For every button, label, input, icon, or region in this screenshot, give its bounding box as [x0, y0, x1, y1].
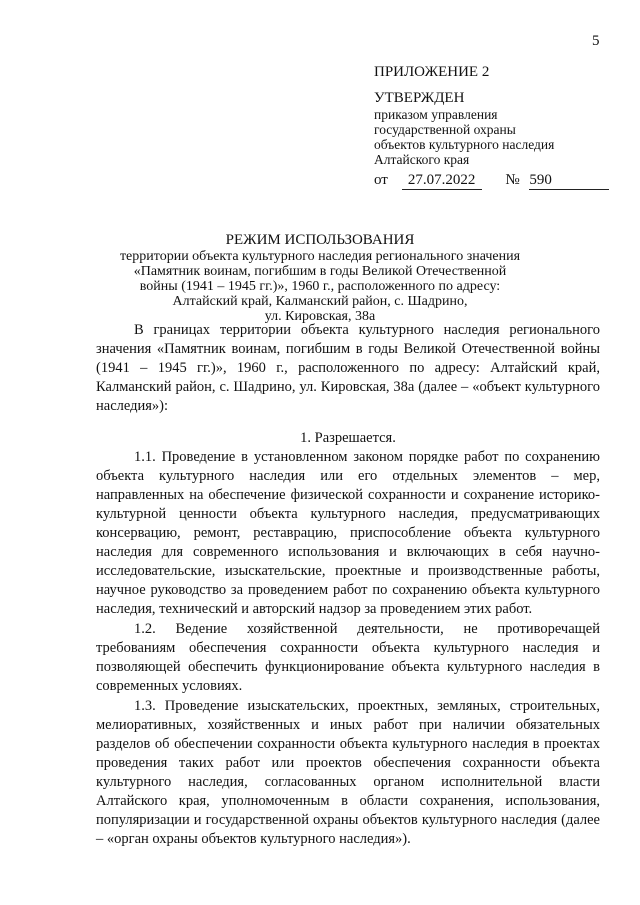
header-line: ул. Кировская, 38а — [264, 309, 376, 324]
section-items — [96, 448, 600, 850]
list-item: 1.1. Проведение в установленном законом порядке работ по сохранению объекта культурного наследия или его отдельных элементов – мер, направленных на обеспечение физической сохранности и сохранение историко-культурной ценности объекта культурного наследия, предусматривающих консервацию, ремонт, реставрацию, приспособление объекта культурного наследия для современного использования и включающих в себя научно-исследовательские, изыскательские, проектные и производственные работы, научное руководство за проведением работ по сохранению объекта культурного наследия, технический и авторский надзор за проведением этих работ. — [96, 449, 600, 617]
approval-block — [374, 64, 624, 190]
intro-paragraph: В границах территории объекта культурного наследия регионального значения «Памятник воинам, погибшим в годы Великой Отечественной войны (1941 – 1945 гг.)», 1960 г., расположенного по адресу: Алтайский край, Калманский район, с. Шадрино, ул. Кировская, 38а (далее – «объект культурного наследия»): — [96, 322, 600, 414]
regime-title: РЕЖИМ ИСПОЛЬЗОВАНИЯ — [225, 232, 415, 248]
appendix-label: ПРИЛОЖЕНИЕ 2 — [374, 64, 490, 80]
list-item: 1.2. Ведение хозяйственной деятельности, не противоречащей требованиям обеспечения сохранности объекта культурного наследия и позволяющей обеспечить функционирование объекта культурного наследия в современных условиях. — [96, 621, 600, 694]
header-line: Алтайский край, Калманский район, с. Шадрино, — [172, 294, 468, 309]
from-label: от — [374, 172, 388, 188]
order-date: 27.07.2022 — [402, 172, 482, 190]
regime-header — [70, 232, 570, 324]
approval-line: объектов культурного наследия — [374, 137, 555, 152]
section-title: 1. Разрешается. — [300, 430, 396, 446]
number-label: № — [505, 172, 520, 188]
header-line: территории объекта культурного наследия регионального значения — [119, 249, 521, 264]
header-line: войны (1941 – 1945 гг.)», 1960 г., расположенного по адресу: — [139, 279, 501, 294]
approval-line: Алтайского края — [374, 152, 470, 167]
header-line: «Памятник воинам, погибшим в годы Великой Отечественной — [133, 264, 507, 279]
approval-line: государственной охраны — [374, 122, 516, 137]
approved-label: УТВЕРЖДЕН — [374, 90, 465, 106]
page-number: 5 — [592, 33, 600, 49]
order-date-number — [374, 172, 624, 190]
order-number: 590 — [529, 172, 609, 190]
approval-line: приказом управления — [374, 107, 498, 122]
list-item: 1.3. Проведение изыскательских, проектных, земляных, строительных, мелиоративных, хозяйственных и иных работ при наличии обязательных разделов об обеспечении сохранности объекта культурного наследия в проектах проведения таких работ или проектов обеспечения сохранности объекта культурного наследия, согласованных органом исполнительной власти Алтайского края, уполномоченным в области сохранения, использования, популяризации и государственной охраны объектов культурного наследия (далее – «орган охраны объектов культурного наследия»). — [96, 698, 600, 847]
